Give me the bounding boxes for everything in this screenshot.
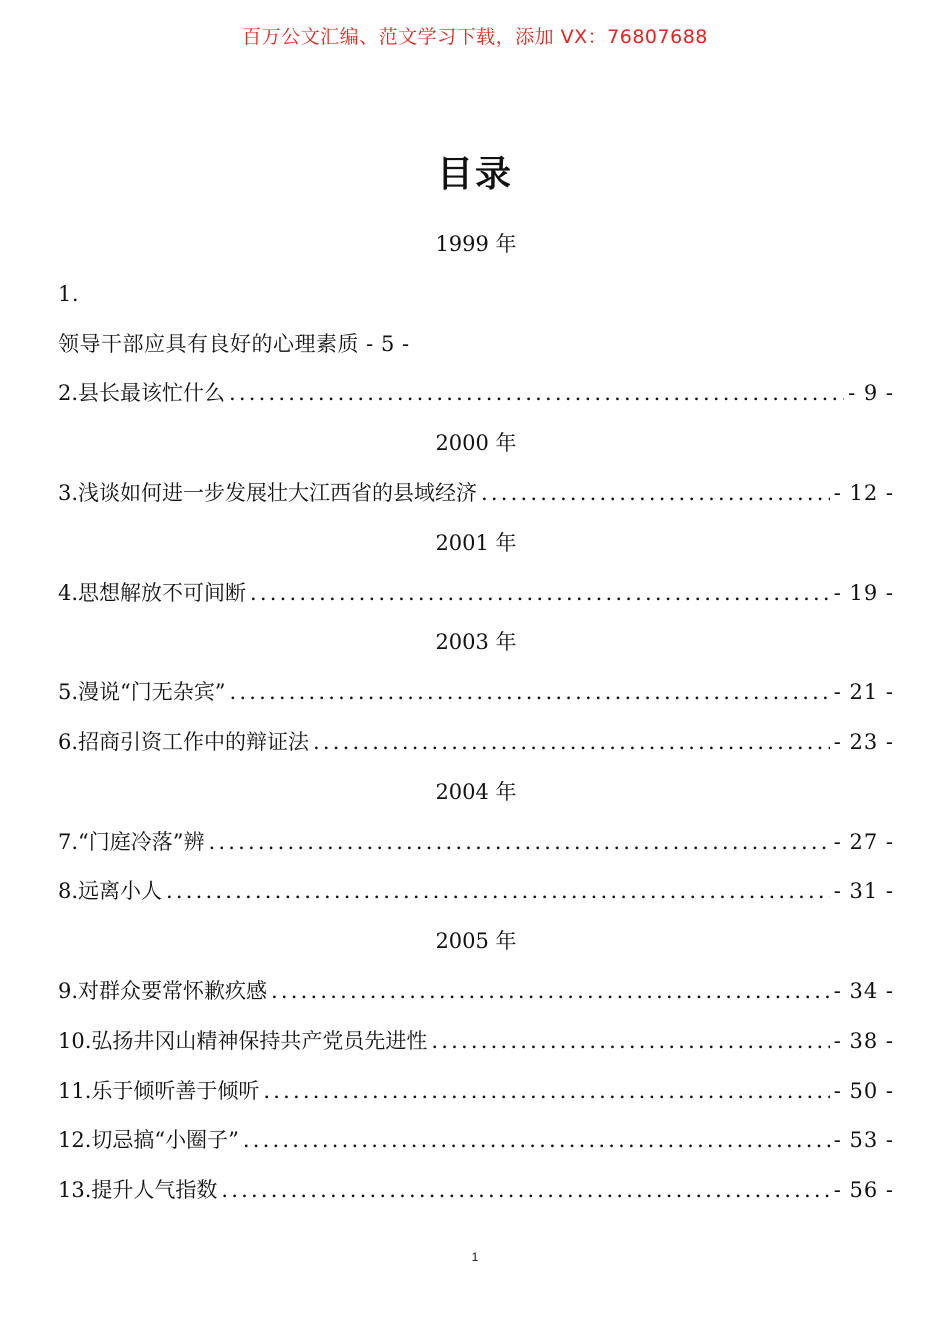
toc-leader-dots	[271, 967, 830, 1017]
toc-entry[interactable]	[58, 1067, 894, 1117]
toc-entry-title: 5.漫说“门无杂宾”	[58, 680, 226, 705]
toc-entry[interactable]	[58, 967, 894, 1017]
toc-entry-title: 11.乐于倾听善于倾听	[58, 1078, 260, 1103]
toc-year-heading: 2004 年	[435, 779, 517, 804]
toc-year-heading: 2005 年	[435, 929, 517, 954]
page-title: 目录	[436, 154, 513, 195]
toc-entry[interactable]	[58, 818, 894, 868]
toc-entry-title: 12.切忌搞“小圈子”	[58, 1128, 239, 1153]
toc-entry-page: - 23 -	[833, 729, 894, 754]
toc-entry-title: 6.招商引资工作中的辩证法	[58, 729, 310, 754]
toc-leader-dots	[313, 718, 830, 768]
toc-entry-page: - 53 -	[833, 1128, 894, 1153]
toc-entry[interactable]	[58, 369, 894, 419]
toc-entry-plain[interactable]: 领导干部应具有良好的心理素质 - 5 -	[58, 331, 410, 356]
toc-entry-title: 7.“门庭冷落”辨	[58, 829, 205, 854]
toc-entry-title: 9.对群众要常怀歉疚感	[58, 978, 268, 1003]
toc-year-heading: 2001 年	[435, 530, 517, 555]
toc-leader-dots	[209, 818, 830, 868]
toc-leader-dots	[230, 668, 830, 718]
toc-entry-title: 4.思想解放不可间断	[58, 580, 247, 605]
toc-entry-page: - 19 -	[833, 580, 894, 605]
toc-year-heading: 2003 年	[435, 630, 517, 655]
toc-entry-number: 1.	[58, 281, 80, 306]
toc-entry[interactable]	[58, 469, 894, 519]
toc-entry-page: - 50 -	[833, 1078, 894, 1103]
toc-entry-title: 2.县长最该忙什么	[58, 381, 226, 406]
toc-entry-page: - 56 -	[833, 1178, 894, 1203]
toc-leader-dots	[263, 1067, 829, 1117]
toc-entry-title: 13.提升人气指数	[58, 1178, 218, 1203]
toc-entry-page: - 27 -	[833, 829, 894, 854]
toc-entry-page: - 21 -	[833, 680, 894, 705]
page-number: 1	[471, 1250, 479, 1264]
toc-entry-title: 8.远离小人	[58, 879, 163, 904]
toc-leader-dots	[166, 867, 830, 917]
toc-entry-page: - 9 -	[848, 381, 894, 406]
toc-entry[interactable]	[58, 668, 894, 718]
toc-leader-dots	[250, 569, 830, 619]
toc-entry-page: - 34 -	[833, 978, 894, 1003]
toc-entry-title: 10.弘扬井冈山精神保持共产党员先进性	[58, 1028, 428, 1053]
toc-entry[interactable]	[58, 867, 894, 917]
toc-leader-dots	[243, 1116, 830, 1166]
toc-entry-page: - 38 -	[833, 1028, 894, 1053]
toc-year-heading: 2000 年	[435, 431, 517, 456]
toc-entry[interactable]	[58, 1017, 894, 1067]
toc-entry-page: - 31 -	[833, 879, 894, 904]
table-of-contents	[58, 220, 894, 1216]
toc-leader-dots	[481, 469, 830, 519]
toc-entry[interactable]	[58, 1166, 894, 1216]
toc-leader-dots	[229, 369, 844, 419]
toc-entry[interactable]	[58, 569, 894, 619]
toc-year-heading: 1999 年	[435, 232, 517, 256]
watermark-header: 百万公文汇编、范文学习下载，添加 VX：76807688	[242, 26, 708, 48]
toc-entry-title: 3.浅谈如何进一步发展壮大江西省的县域经济	[58, 480, 478, 505]
toc-entry-page: - 12 -	[833, 480, 894, 505]
toc-entry[interactable]	[58, 718, 894, 768]
toc-leader-dots	[221, 1166, 829, 1216]
toc-entry[interactable]	[58, 1116, 894, 1166]
toc-leader-dots	[431, 1017, 829, 1067]
